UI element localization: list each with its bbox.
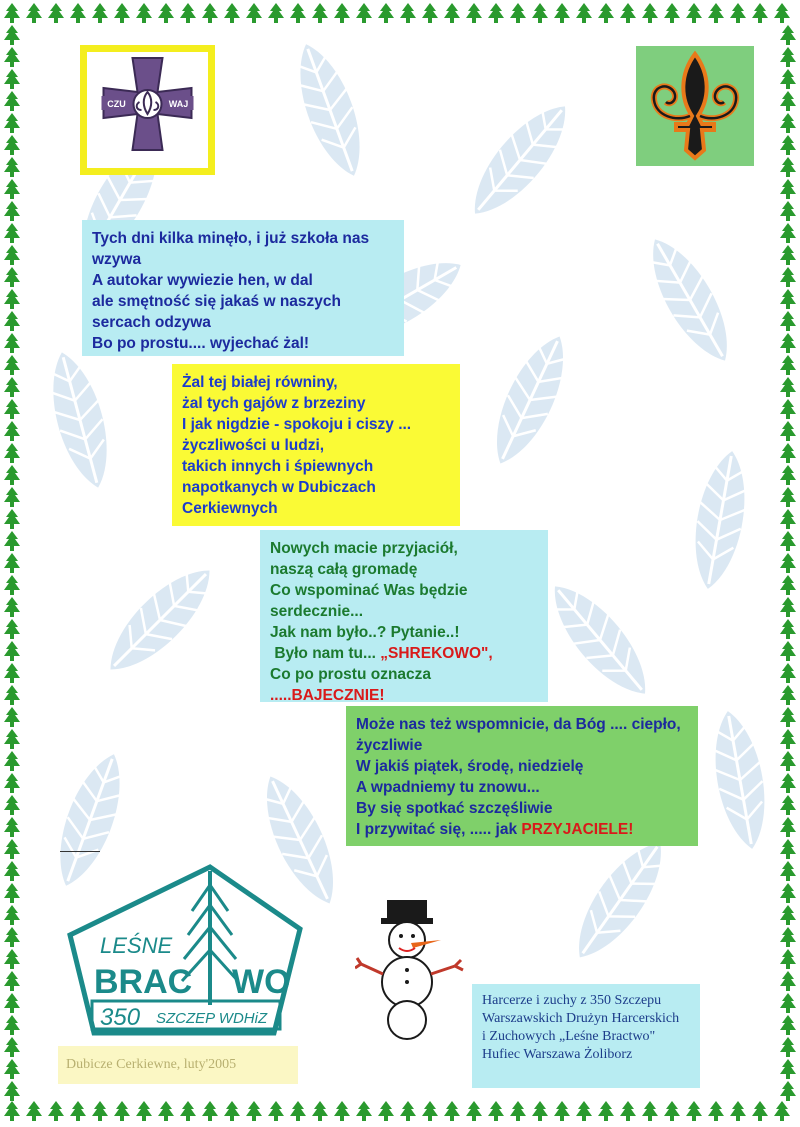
tree-border-icon xyxy=(4,157,20,177)
tree-border-icon xyxy=(114,3,130,23)
tree-border-icon xyxy=(4,421,20,441)
stamp-number-text: 350 xyxy=(100,1004,141,1031)
tree-border-icon xyxy=(780,927,796,947)
tree-border-icon xyxy=(642,1101,658,1121)
tree-border-icon xyxy=(780,223,796,243)
stanza-3-line: Jak nam było..? Pytanie..! xyxy=(270,624,460,641)
tree-border-icon xyxy=(4,1081,20,1101)
tree-border-icon xyxy=(642,3,658,23)
tree-border-icon xyxy=(780,883,796,903)
tree-border-icon xyxy=(26,3,42,23)
tree-border-icon xyxy=(554,1101,570,1121)
tree-border-icon xyxy=(312,3,328,23)
tree-border-icon xyxy=(752,1101,768,1121)
tree-border-icon xyxy=(780,289,796,309)
tree-border-icon xyxy=(4,531,20,551)
tree-border-icon xyxy=(4,465,20,485)
tree-border-icon xyxy=(180,1101,196,1121)
tree-border-icon xyxy=(4,707,20,727)
bajecznie-highlight: BAJECZNIE! xyxy=(291,687,385,704)
tree-border-icon xyxy=(780,487,796,507)
tree-border-icon xyxy=(780,443,796,463)
tree-border-icon xyxy=(246,3,262,23)
stanza-2-line: życzliwości u ludzi, xyxy=(182,437,325,454)
tree-border-icon xyxy=(4,201,20,221)
tree-border-icon xyxy=(92,1101,108,1121)
tree-border-icon xyxy=(4,817,20,837)
tree-border-icon xyxy=(780,333,796,353)
tree-border-icon xyxy=(290,3,306,23)
tree-border-icon xyxy=(4,905,20,925)
tree-border-icon xyxy=(510,1101,526,1121)
tree-border-icon xyxy=(4,25,20,45)
stamp-wo-text: WO xyxy=(232,963,291,1001)
tree-border-icon xyxy=(4,487,20,507)
tree-border-icon xyxy=(780,179,796,199)
tree-border-icon xyxy=(4,69,20,89)
tree-border-icon xyxy=(780,399,796,419)
tree-border-icon xyxy=(4,1059,20,1079)
tree-border-icon xyxy=(4,861,20,881)
tree-border-icon xyxy=(466,3,482,23)
tree-border-icon xyxy=(780,113,796,133)
tree-border-icon xyxy=(224,3,240,23)
tree-border-icon xyxy=(598,3,614,23)
tree-border-icon xyxy=(780,1081,796,1101)
tree-border-icon xyxy=(312,1101,328,1121)
tree-border-icon xyxy=(780,311,796,331)
tree-border-icon xyxy=(202,1101,218,1121)
signature-line: Hufiec Warszawa Żoliborz xyxy=(482,1047,633,1062)
tree-border-icon xyxy=(158,1101,174,1121)
tree-border-icon xyxy=(554,3,570,23)
tree-border-icon xyxy=(780,421,796,441)
stamp-suffix-text: SZCZEP WDHiZ xyxy=(156,1010,268,1027)
tree-border-icon xyxy=(4,223,20,243)
tree-border-icon xyxy=(48,3,64,23)
tree-border-icon xyxy=(780,355,796,375)
tree-border-icon xyxy=(780,157,796,177)
signature-line: Warszawskich Drużyn Harcerskich xyxy=(482,1011,680,1026)
tree-border-icon xyxy=(4,333,20,353)
tree-border-icon xyxy=(422,1101,438,1121)
stanza-2-line: Cerkiewnych xyxy=(182,500,278,517)
tree-border-icon xyxy=(576,3,592,23)
tree-border-icon xyxy=(620,3,636,23)
tree-border-icon xyxy=(780,91,796,111)
tree-border-icon xyxy=(4,993,20,1013)
tree-border-icon xyxy=(400,1101,416,1121)
stanza-4-line: Może nas też wspomnicie, da Bóg .... ciepło, xyxy=(356,716,681,733)
tree-border-icon xyxy=(422,3,438,23)
shrekowo-highlight: „SHREKOWO", xyxy=(380,645,493,662)
tree-border-icon xyxy=(780,553,796,573)
tree-border-icon xyxy=(780,905,796,925)
tree-border-icon xyxy=(708,3,724,23)
tree-border-icon xyxy=(4,47,20,67)
stanza-3-line: Co po prostu oznacza xyxy=(270,666,432,683)
stanza-4-line: By się spotkać szczęśliwie xyxy=(356,800,553,817)
tree-border-icon xyxy=(488,3,504,23)
tree-border-icon xyxy=(780,575,796,595)
tree-border-icon xyxy=(598,1101,614,1121)
tree-border-icon xyxy=(158,3,174,23)
tree-border-icon xyxy=(4,267,20,287)
tree-border-icon xyxy=(356,1101,372,1121)
tree-border-icon xyxy=(620,1101,636,1121)
tree-border-icon xyxy=(4,553,20,573)
tree-border-icon xyxy=(136,3,152,23)
tree-border-icon xyxy=(4,355,20,375)
stanza-1-line: A autokar wywiezie hen, w dal xyxy=(92,272,313,289)
tree-border-icon xyxy=(780,729,796,749)
tree-border-icon xyxy=(48,1101,64,1121)
stanza-1-line: Bo po prostu.... wyjechać żal! xyxy=(92,335,310,352)
tree-border-icon xyxy=(356,3,372,23)
tree-border-icon xyxy=(70,1101,86,1121)
tree-border-icon xyxy=(444,1101,460,1121)
cross-right-text: WAJ xyxy=(168,99,189,109)
tree-border-icon xyxy=(780,817,796,837)
cross-left-text: CZU xyxy=(107,99,126,109)
tree-border-icon xyxy=(334,3,350,23)
tree-border-icon xyxy=(780,751,796,771)
tree-border-icon xyxy=(4,663,20,683)
tree-border-icon xyxy=(4,839,20,859)
tree-border-icon xyxy=(780,773,796,793)
divider-dash xyxy=(60,851,100,852)
tree-border-icon xyxy=(136,1101,152,1121)
tree-border-icon xyxy=(774,1101,790,1121)
tree-border-icon xyxy=(780,201,796,221)
tree-border-icon xyxy=(4,1101,20,1121)
tree-border-icon xyxy=(202,3,218,23)
tree-border-icon xyxy=(780,993,796,1013)
tree-border-icon xyxy=(4,289,20,309)
stanza-3-line-bajecznie xyxy=(270,685,538,706)
tree-border-icon xyxy=(224,1101,240,1121)
tree-border-icon xyxy=(4,377,20,397)
stanza-3-line: Nowych macie przyjaciół, xyxy=(270,540,458,557)
tree-border-icon xyxy=(780,135,796,155)
tree-border-icon xyxy=(780,267,796,287)
tree-border-icon xyxy=(752,3,768,23)
stanza-2-line: żal tych gajów z brzeziny xyxy=(182,395,366,412)
tree-border-icon xyxy=(4,641,20,661)
tree-border-icon xyxy=(780,509,796,529)
tree-border-icon xyxy=(780,597,796,617)
stanza-4-line-przyjaciele xyxy=(356,819,688,840)
tree-border-icon xyxy=(780,47,796,67)
snowman-icon xyxy=(355,900,470,1040)
tree-border-icon xyxy=(334,1101,350,1121)
stanza-1-line: ale smętność się jakaś w naszych xyxy=(92,293,341,310)
tree-border-icon xyxy=(378,3,394,23)
fleur-de-lis-emblem xyxy=(636,46,754,166)
tree-border-icon xyxy=(70,3,86,23)
tree-border-icon xyxy=(780,685,796,705)
tree-border-icon xyxy=(510,3,526,23)
tree-border-icon xyxy=(708,1101,724,1121)
tree-border-icon xyxy=(4,1015,20,1035)
tree-border-icon xyxy=(780,971,796,991)
signature-box xyxy=(472,984,700,1088)
tree-border-icon xyxy=(290,1101,306,1121)
tree-border-icon xyxy=(664,3,680,23)
tree-border-icon xyxy=(4,883,20,903)
tree-border-icon xyxy=(114,1101,130,1121)
stanza-4-line: życzliwie xyxy=(356,737,423,754)
tree-border-icon xyxy=(664,1101,680,1121)
przyjaciele-highlight: PRZYJACIELE! xyxy=(521,821,634,838)
stamp-brac-text: BRAC xyxy=(94,963,193,1001)
signature-line: i Zuchowych „Leśne Bractwo" xyxy=(482,1029,656,1044)
tree-border-icon xyxy=(246,1101,262,1121)
tree-border-icon xyxy=(4,509,20,529)
tree-border-icon xyxy=(532,3,548,23)
tree-border-icon xyxy=(780,1037,796,1057)
tree-border-icon xyxy=(4,773,20,793)
tree-border-icon xyxy=(268,1101,284,1121)
stamp-lesne-text: LEŚNE xyxy=(100,933,173,958)
tree-border-icon xyxy=(780,707,796,727)
tree-border-icon xyxy=(488,1101,504,1121)
tree-border-icon xyxy=(4,575,20,595)
poem-stanza-2 xyxy=(172,364,460,526)
tree-border-icon xyxy=(4,949,20,969)
tree-border-icon xyxy=(576,1101,592,1121)
poem-stanza-3 xyxy=(260,530,548,702)
tree-border-icon xyxy=(774,3,790,23)
poem-stanza-1 xyxy=(82,220,404,356)
tree-border-icon xyxy=(4,3,20,23)
tree-border-icon xyxy=(780,861,796,881)
tree-border-icon xyxy=(780,619,796,639)
tree-border-icon xyxy=(4,729,20,749)
stanza-1-line: sercach odzywa xyxy=(92,314,211,331)
stanza-3-line-prefix: Było nam tu... xyxy=(274,645,381,662)
tree-border-icon xyxy=(780,531,796,551)
tree-border-icon xyxy=(780,949,796,969)
tree-border-icon xyxy=(730,1101,746,1121)
stanza-4-line: W jakiś piątek, środę, niedzielę xyxy=(356,758,584,775)
tree-border-icon xyxy=(4,619,20,639)
tree-border-icon xyxy=(444,3,460,23)
stanza-3-line: Co wspominać Was będzie xyxy=(270,582,468,599)
tree-border-icon xyxy=(400,3,416,23)
poem-stanza-4 xyxy=(346,706,698,846)
tree-border-icon xyxy=(532,1101,548,1121)
tree-border-icon xyxy=(378,1101,394,1121)
tree-border-icon xyxy=(4,113,20,133)
tree-border-icon xyxy=(92,3,108,23)
stanza-3-dots: ..... xyxy=(270,687,292,704)
stanza-1-line: Tych dni kilka minęło, i już szkoła nas xyxy=(92,230,370,247)
tree-border-icon xyxy=(4,399,20,419)
tree-border-icon xyxy=(180,3,196,23)
tree-border-icon xyxy=(4,685,20,705)
tree-border-icon xyxy=(4,245,20,265)
tree-border-icon xyxy=(4,971,20,991)
tree-border-icon xyxy=(4,179,20,199)
tree-border-icon xyxy=(780,641,796,661)
stanza-3-line-shrekowo xyxy=(270,643,538,664)
place-date: Dubicze Cerkiewne, luty'2005 xyxy=(58,1046,298,1084)
tree-border-icon xyxy=(780,839,796,859)
stanza-4-line: A wpadniemy tu znowu... xyxy=(356,779,540,796)
tree-border-icon xyxy=(4,795,20,815)
tree-border-icon xyxy=(780,69,796,89)
tree-border-icon xyxy=(686,1101,702,1121)
tree-border-icon xyxy=(4,311,20,331)
tree-border-icon xyxy=(780,25,796,45)
tree-border-icon xyxy=(780,245,796,265)
lesne-bractwo-stamp xyxy=(60,855,310,1040)
tree-border-icon xyxy=(4,443,20,463)
tree-border-icon xyxy=(4,927,20,947)
scout-cross-emblem xyxy=(80,45,215,175)
tree-border-icon xyxy=(4,135,20,155)
tree-border-icon xyxy=(730,3,746,23)
signature-line: Harcerze i zuchy z 350 Szczepu xyxy=(482,993,662,1008)
tree-border-icon xyxy=(780,795,796,815)
tree-border-icon xyxy=(4,1037,20,1057)
stanza-3-line: naszą całą gromadę xyxy=(270,561,418,578)
tree-border-icon xyxy=(780,377,796,397)
tree-border-icon xyxy=(686,3,702,23)
stanza-1-line: wzywa xyxy=(92,251,142,268)
stanza-2-line: napotkanych w Dubiczach xyxy=(182,479,376,496)
stanza-2-line: I jak nigdzie - spokoju i ciszy ... xyxy=(182,416,412,433)
tree-border-icon xyxy=(780,465,796,485)
tree-border-icon xyxy=(780,1015,796,1035)
stanza-4-last-prefix: I przywitać się, ..... jak xyxy=(356,821,522,838)
tree-border-icon xyxy=(466,1101,482,1121)
fleur-de-lis-icon xyxy=(636,46,754,166)
stanza-3-line: serdecznie... xyxy=(270,603,364,620)
stanza-2-line: takich innych i śpiewnych xyxy=(182,458,374,475)
tree-border-icon xyxy=(26,1101,42,1121)
tree-border-icon xyxy=(4,751,20,771)
stanza-2-line: Żal tej białej równiny, xyxy=(182,374,338,391)
tree-border-icon xyxy=(4,597,20,617)
tree-border-icon xyxy=(780,1059,796,1079)
tree-border-icon xyxy=(780,663,796,683)
tree-border-icon xyxy=(268,3,284,23)
tree-border-icon xyxy=(4,91,20,111)
